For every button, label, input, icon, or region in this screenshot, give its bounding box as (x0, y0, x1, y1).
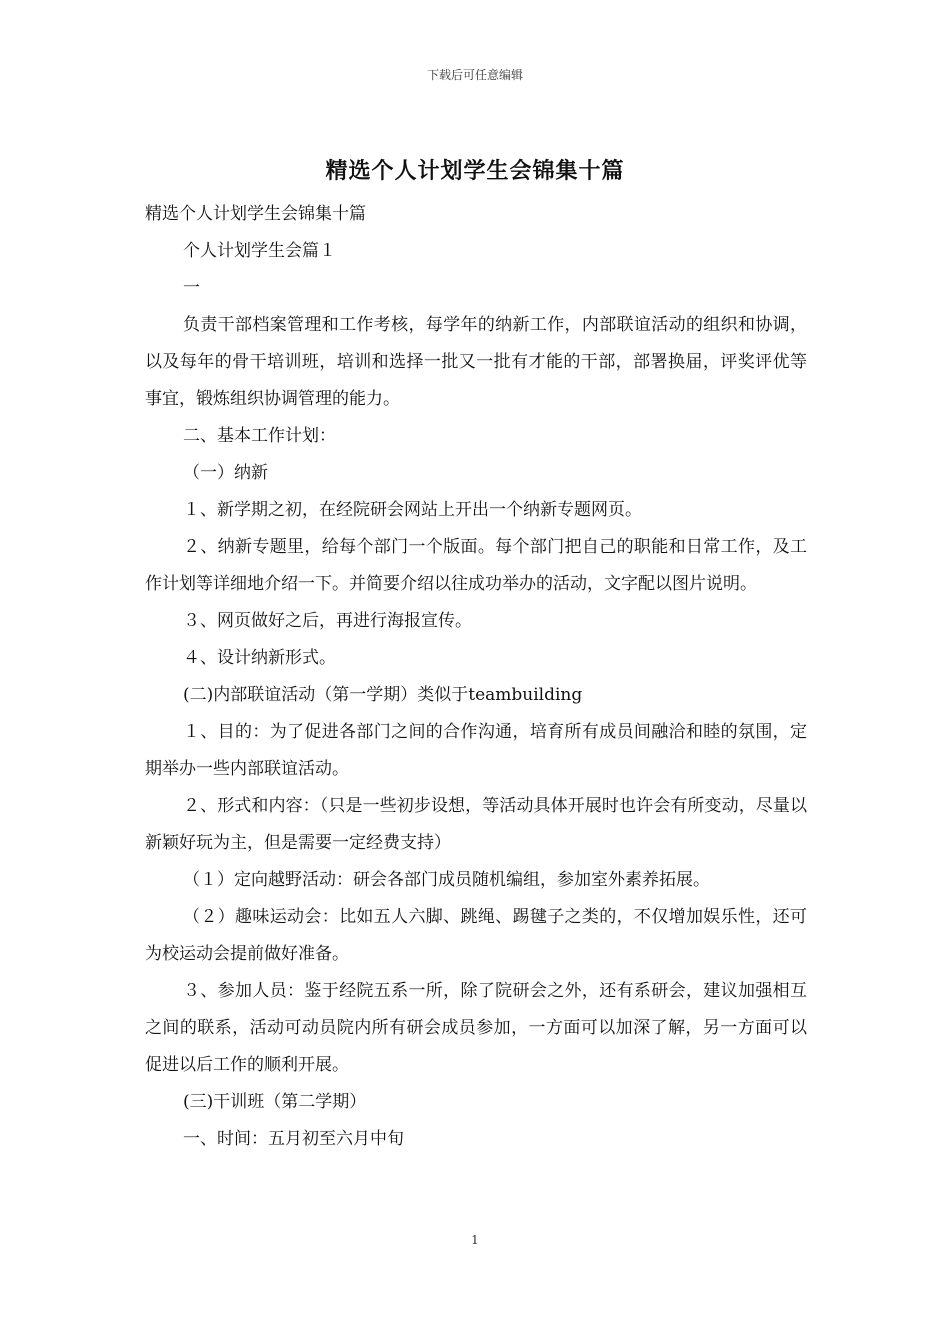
paragraph-list-item: 一、时间：五月初至六月中旬 (183, 1129, 404, 1149)
paragraph-numeral: 一 (183, 278, 200, 298)
document-title: 精选个人计划学生会锦集十篇 (325, 158, 625, 184)
paragraph-list-item: １、目的：为了促进各部门之间的合作沟通，培育所有成员间融洽和睦的氛围，定期举办一些内部联谊活动。 (145, 722, 807, 779)
paragraph-list-item: ４、设计纳新形式。 (183, 648, 336, 668)
paragraph-heading: 二、基本工作计划： (183, 426, 336, 446)
page-number: 1 (471, 1233, 479, 1247)
paragraph-list-item: ３、网页做好之后，再进行海报宣传。 (183, 611, 472, 631)
paragraph-list-item: （２）趣味运动会：比如五人六脚、跳绳、踢毽子之类的，不仅增加娱乐性，还可为校运动会提前做好准备。 (145, 907, 807, 964)
paragraph-list-item: １、新学期之初，在经院研会网站上开出一个纳新专题网页。 (183, 500, 642, 520)
paragraph-subtitle: 精选个人计划学生会锦集十篇 (145, 204, 366, 224)
paragraph-subheading: （一）纳新 (183, 463, 268, 483)
paragraph-list-item: ３、参加人员：鉴于经院五系一所，除了院研会之外，还有系研会，建议加强相互之间的联系，活动可动员院内所有研会成员参加，一方面可以加深了解，另一方面可以促进以后工作的顺利开展。 (145, 981, 807, 1075)
paragraph-list-item: ２、形式和内容：（只是一些初步设想，等活动具体开展时也许会有所变动，尽量以新颖好玩为主，但是需要一定经费支持） (145, 796, 807, 853)
paragraph-section-heading: 个人计划学生会篇１ (183, 241, 336, 261)
header-note: 下载后可任意编辑 (426, 68, 523, 82)
paragraph-list-item: ２、纳新专题里，给每个部门一个版面。每个部门把自己的职能和日常工作，及工作计划等详细地介绍一下。并简要介绍以往成功举办的活动，文字配以图片说明。 (145, 537, 807, 594)
paragraph-subheading: (三)干训班（第二学期） (183, 1092, 367, 1112)
paragraph-list-item: （１）定向越野活动：研会各部门成员随机编组，参加室外素养拓展。 (183, 870, 710, 890)
paragraph-subheading: (二)内部联谊活动（第一学期）类似于teambuilding (183, 685, 583, 705)
paragraph: 负责干部档案管理和工作考核，每学年的纳新工作，内部联谊活动的组织和协调，以及每年的骨干培训班，培训和选择一批又一批有才能的干部，部署换届，评奖评优等事宜，锻炼组织协调管理的能力。 (145, 315, 807, 409)
document-body (145, 196, 807, 1158)
